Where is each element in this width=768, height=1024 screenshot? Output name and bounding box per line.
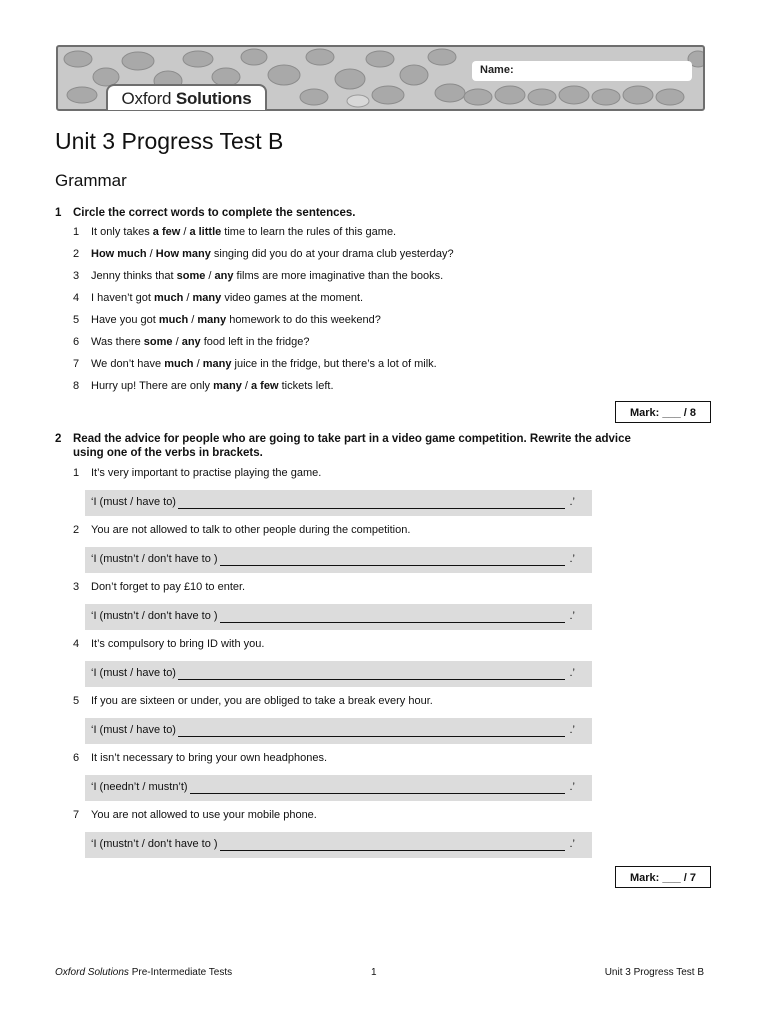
choice-separator: /: [183, 292, 193, 304]
item-number: 2: [73, 248, 80, 260]
item-number: 6: [73, 336, 80, 348]
sentence-start: I haven’t got: [91, 292, 154, 304]
sentence-end: films are more imaginative than the books.: [233, 270, 444, 282]
choice-separator: /: [146, 248, 156, 260]
sentence-end: food left in the fridge?: [200, 336, 310, 348]
item-number: 7: [73, 358, 80, 370]
advice-text: If you are sixteen or under, you are obliged to take a break every hour.: [91, 695, 433, 707]
answer-prompt: ‘I (mustn’t / don’t have to ): [91, 610, 218, 622]
answer-end-quote: .’: [569, 610, 575, 622]
answer-row: [85, 775, 592, 801]
answer-line[interactable]: [220, 565, 565, 566]
choice-option-2[interactable]: many: [192, 292, 222, 304]
sentence-start: We don’t have: [91, 358, 165, 370]
mark-box-q2: Mark: ___ / 7: [615, 866, 711, 888]
question-number: 1: [55, 207, 62, 219]
advice-sentence: [73, 580, 245, 594]
sentence-start: It only takes: [91, 226, 153, 238]
item-number: 1: [73, 226, 80, 238]
item-number: 6: [73, 752, 80, 764]
answer-row: [85, 832, 592, 858]
instruction-line-2: using one of the verbs in brackets.: [73, 447, 263, 459]
item-number: 5: [73, 314, 80, 326]
footer-series: Pre-Intermediate Tests: [128, 967, 233, 978]
answer-end-quote: .’: [569, 781, 575, 793]
choice-separator: /: [172, 336, 182, 348]
brand-regular: Oxford: [121, 89, 176, 108]
item-number: 3: [73, 270, 80, 282]
item-number: 4: [73, 292, 80, 304]
sentence-end: video games at the moment.: [221, 292, 364, 304]
item-number: 8: [73, 380, 80, 392]
sentence-start: Have you got: [91, 314, 159, 326]
sentence-start: Hurry up! There are only: [91, 380, 214, 392]
answer-end-quote: .’: [569, 496, 575, 508]
sentence-end: tickets left.: [278, 380, 334, 392]
answer-prompt: ‘I (mustn’t / don’t have to ): [91, 553, 218, 565]
choice-option-1[interactable]: many: [213, 380, 242, 392]
question-instruction: Circle the correct words to complete the sentences.: [73, 207, 356, 219]
choice-option-1[interactable]: much: [158, 314, 189, 326]
answer-row: [85, 490, 592, 516]
answer-line[interactable]: [178, 736, 565, 737]
answer-row: [85, 604, 592, 630]
sentence-item: [73, 357, 437, 371]
sentence-end: time to learn the rules of this game.: [221, 226, 397, 238]
sentence-item: [73, 335, 310, 349]
answer-row: [85, 718, 592, 744]
item-number: 4: [73, 638, 80, 650]
advice-text: It’s compulsory to bring ID with you.: [91, 638, 265, 650]
brand-logo: [106, 84, 267, 110]
brand-bold: Solutions: [175, 89, 252, 108]
choice-option-2[interactable]: any: [181, 336, 201, 348]
advice-text: You are not allowed to use your mobile phone.: [91, 809, 317, 821]
choice-separator: /: [205, 270, 215, 282]
item-number: 1: [73, 467, 80, 479]
advice-text: It’s very important to practise playing the game.: [91, 467, 322, 479]
sentence-item: [73, 379, 334, 393]
footer-left: [55, 967, 232, 978]
choice-option-1[interactable]: a few: [152, 226, 181, 238]
choice-option-2[interactable]: any: [214, 270, 234, 282]
sentence-item: [73, 313, 381, 327]
sentence-item: [73, 269, 443, 283]
choice-option-2[interactable]: a little: [189, 226, 222, 238]
section-heading: Grammar: [55, 171, 127, 190]
answer-line[interactable]: [220, 622, 565, 623]
answer-end-quote: .’: [569, 553, 575, 565]
advice-text: It isn’t necessary to bring your own headphones.: [91, 752, 328, 764]
answer-prompt: ‘I (needn’t / mustn’t): [91, 781, 188, 793]
answer-prompt: ‘I (mustn’t / don’t have to ): [91, 838, 218, 850]
advice-sentence: [73, 523, 410, 537]
sentence-end: homework to do this weekend?: [226, 314, 381, 326]
sentence-start: Jenny thinks that: [91, 270, 177, 282]
footer-brand: Oxford Solutions: [55, 967, 129, 978]
sentence-item: [73, 247, 454, 261]
sentence-end: juice in the fridge, but there’s a lot of milk.: [231, 358, 437, 370]
choice-option-2[interactable]: How many: [155, 248, 211, 260]
choice-option-2[interactable]: many: [202, 358, 232, 370]
name-field[interactable]: [472, 61, 692, 81]
choice-option-1[interactable]: much: [154, 292, 184, 304]
footer-right: Unit 3 Progress Test B: [604, 967, 704, 978]
choice-separator: /: [188, 314, 198, 326]
sentence-start: Was there: [91, 336, 144, 348]
choice-separator: /: [193, 358, 203, 370]
advice-sentence: [73, 466, 321, 480]
item-number: 7: [73, 809, 80, 821]
answer-prompt: ‘I (must / have to): [91, 667, 176, 679]
name-label: Name:: [480, 64, 514, 76]
footer-page-number: 1: [371, 967, 377, 978]
answer-row: [85, 547, 592, 573]
advice-sentence: [73, 808, 317, 822]
item-number: 3: [73, 581, 80, 593]
answer-end-quote: .’: [569, 667, 575, 679]
sentence-end: singing did you do at your drama club yesterday?: [210, 248, 454, 260]
answer-line[interactable]: [178, 679, 565, 680]
page-title: Unit 3 Progress Test B: [55, 128, 284, 154]
advice-text: Don’t forget to pay £10 to enter.: [91, 581, 246, 593]
mark-box-q1: Mark: ___ / 8: [615, 401, 711, 423]
item-number: 2: [73, 524, 80, 536]
question-instruction: [73, 432, 703, 460]
advice-sentence: [73, 694, 433, 708]
instruction-line-1: Read the advice for people who are going to take part in a video game competition. Rewrite the advice: [73, 433, 631, 445]
sentence-item: [73, 225, 396, 239]
choice-option-1[interactable]: much: [164, 358, 194, 370]
choice-option-1[interactable]: some: [143, 336, 173, 348]
choice-separator: /: [241, 380, 251, 392]
choice-option-2[interactable]: a few: [251, 380, 279, 392]
sentence-item: [73, 291, 363, 305]
answer-row: [85, 661, 592, 687]
answer-line[interactable]: [220, 850, 565, 851]
question-number: 2: [55, 433, 62, 445]
answer-end-quote: .’: [569, 724, 575, 736]
item-number: 5: [73, 695, 80, 707]
answer-prompt: ‘I (must / have to): [91, 724, 176, 736]
choice-option-1[interactable]: How much: [91, 248, 147, 260]
choice-option-2[interactable]: many: [197, 314, 227, 326]
answer-prompt: ‘I (must / have to): [91, 496, 176, 508]
choice-separator: /: [180, 226, 190, 238]
answer-line[interactable]: [178, 508, 565, 509]
advice-sentence: [73, 751, 327, 765]
answer-end-quote: .’: [569, 838, 575, 850]
answer-line[interactable]: [190, 793, 565, 794]
choice-option-1[interactable]: some: [176, 270, 206, 282]
advice-text: You are not allowed to talk to other people during the competition.: [91, 524, 411, 536]
advice-sentence: [73, 637, 264, 651]
